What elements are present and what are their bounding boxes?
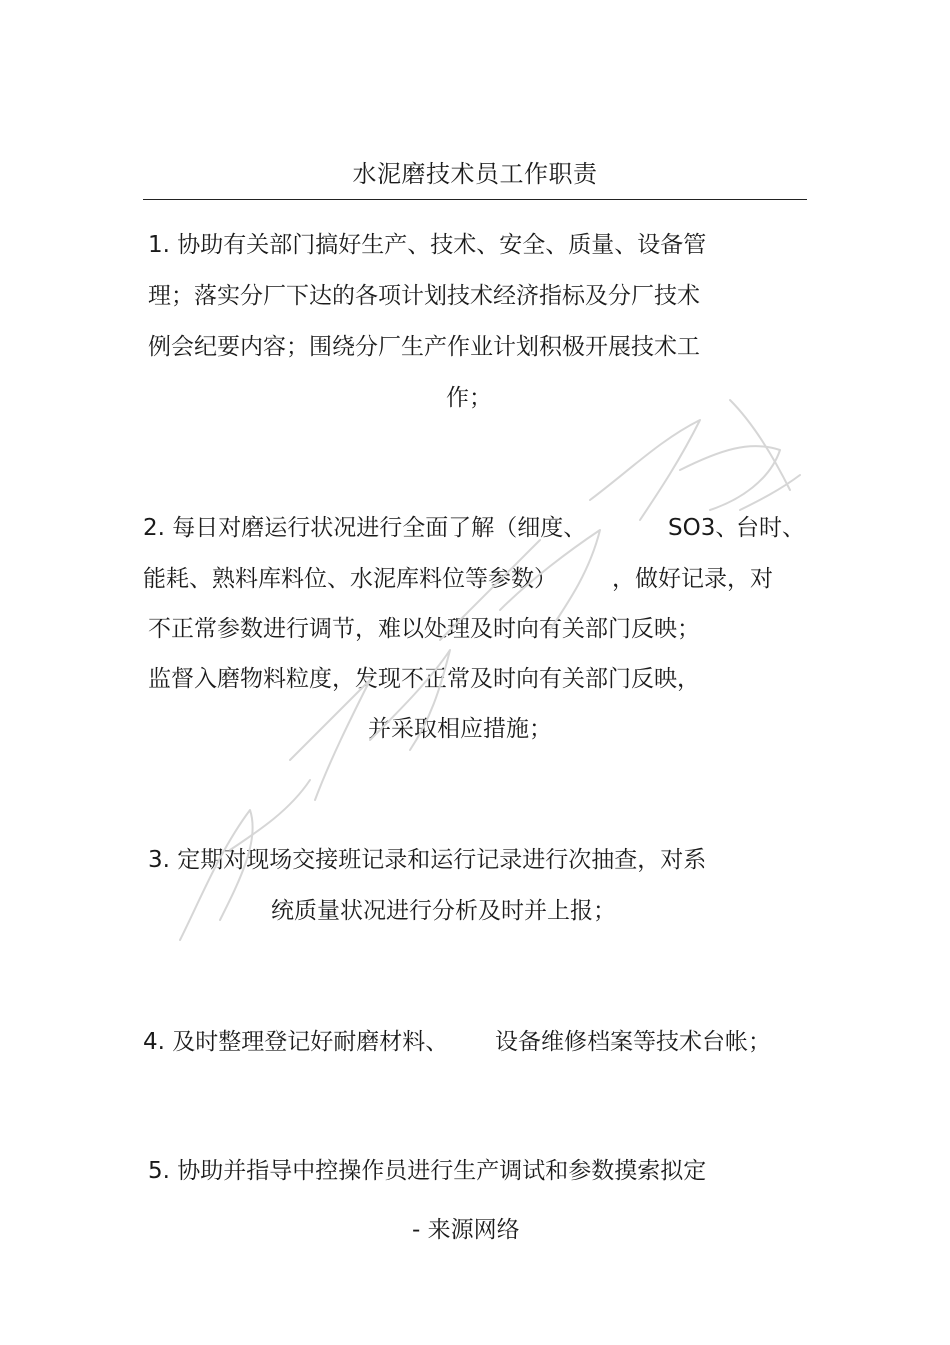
item-3-line-1: 3. 定期对现场交接班记录和运行记录进行次抽查，对系 xyxy=(148,847,707,873)
item-1-line-1: 1. 协助有关部门搞好生产、技术、安全、质量、设备管 xyxy=(148,232,707,258)
item-5-line-1: 5. 协助并指导中控操作员进行生产调试和参数摸索拟定 xyxy=(148,1158,707,1184)
item-2-line-1: 2. 每日对磨运行状况进行全面了解（细度、 xyxy=(143,515,587,541)
item-4-line-1-end: 设备维修档案等技术台帐； xyxy=(495,1029,771,1055)
title-underline xyxy=(143,199,807,200)
document-title: 水泥磨技术员工作职责 xyxy=(352,160,598,188)
item-4-line-1: 4. 及时整理登记好耐磨材料、 xyxy=(143,1029,449,1055)
item-2-line-1-so3: SO3、 xyxy=(668,515,739,541)
item-3-line-2: 统质量状况进行分析及时并上报； xyxy=(271,898,616,924)
item-2-line-3: 不正常参数进行调节，难以处理及时向有关部门反映； xyxy=(148,616,700,642)
item-1-line-3: 例会纪要内容；围绕分厂生产作业计划积极开展技术工 xyxy=(148,334,700,360)
item-1-line-2: 理；落实分厂下达的各项计划技术经济指标及分厂技术 xyxy=(148,283,700,309)
item-2-line-5: 并采取相应措施； xyxy=(368,716,552,742)
footer-source: - 来源网络 xyxy=(412,1217,520,1243)
item-1-line-4: 作； xyxy=(446,385,492,411)
item-2-line-4: 监督入磨物料粒度，发现不正常及时向有关部门反映， xyxy=(148,666,700,692)
item-2-line-2-end: ，做好记录，对 xyxy=(612,566,773,592)
item-2-line-1-end: 台时、 xyxy=(736,515,805,541)
item-2-line-2: 能耗、熟料库料位、水泥库料位等参数） xyxy=(143,566,557,592)
